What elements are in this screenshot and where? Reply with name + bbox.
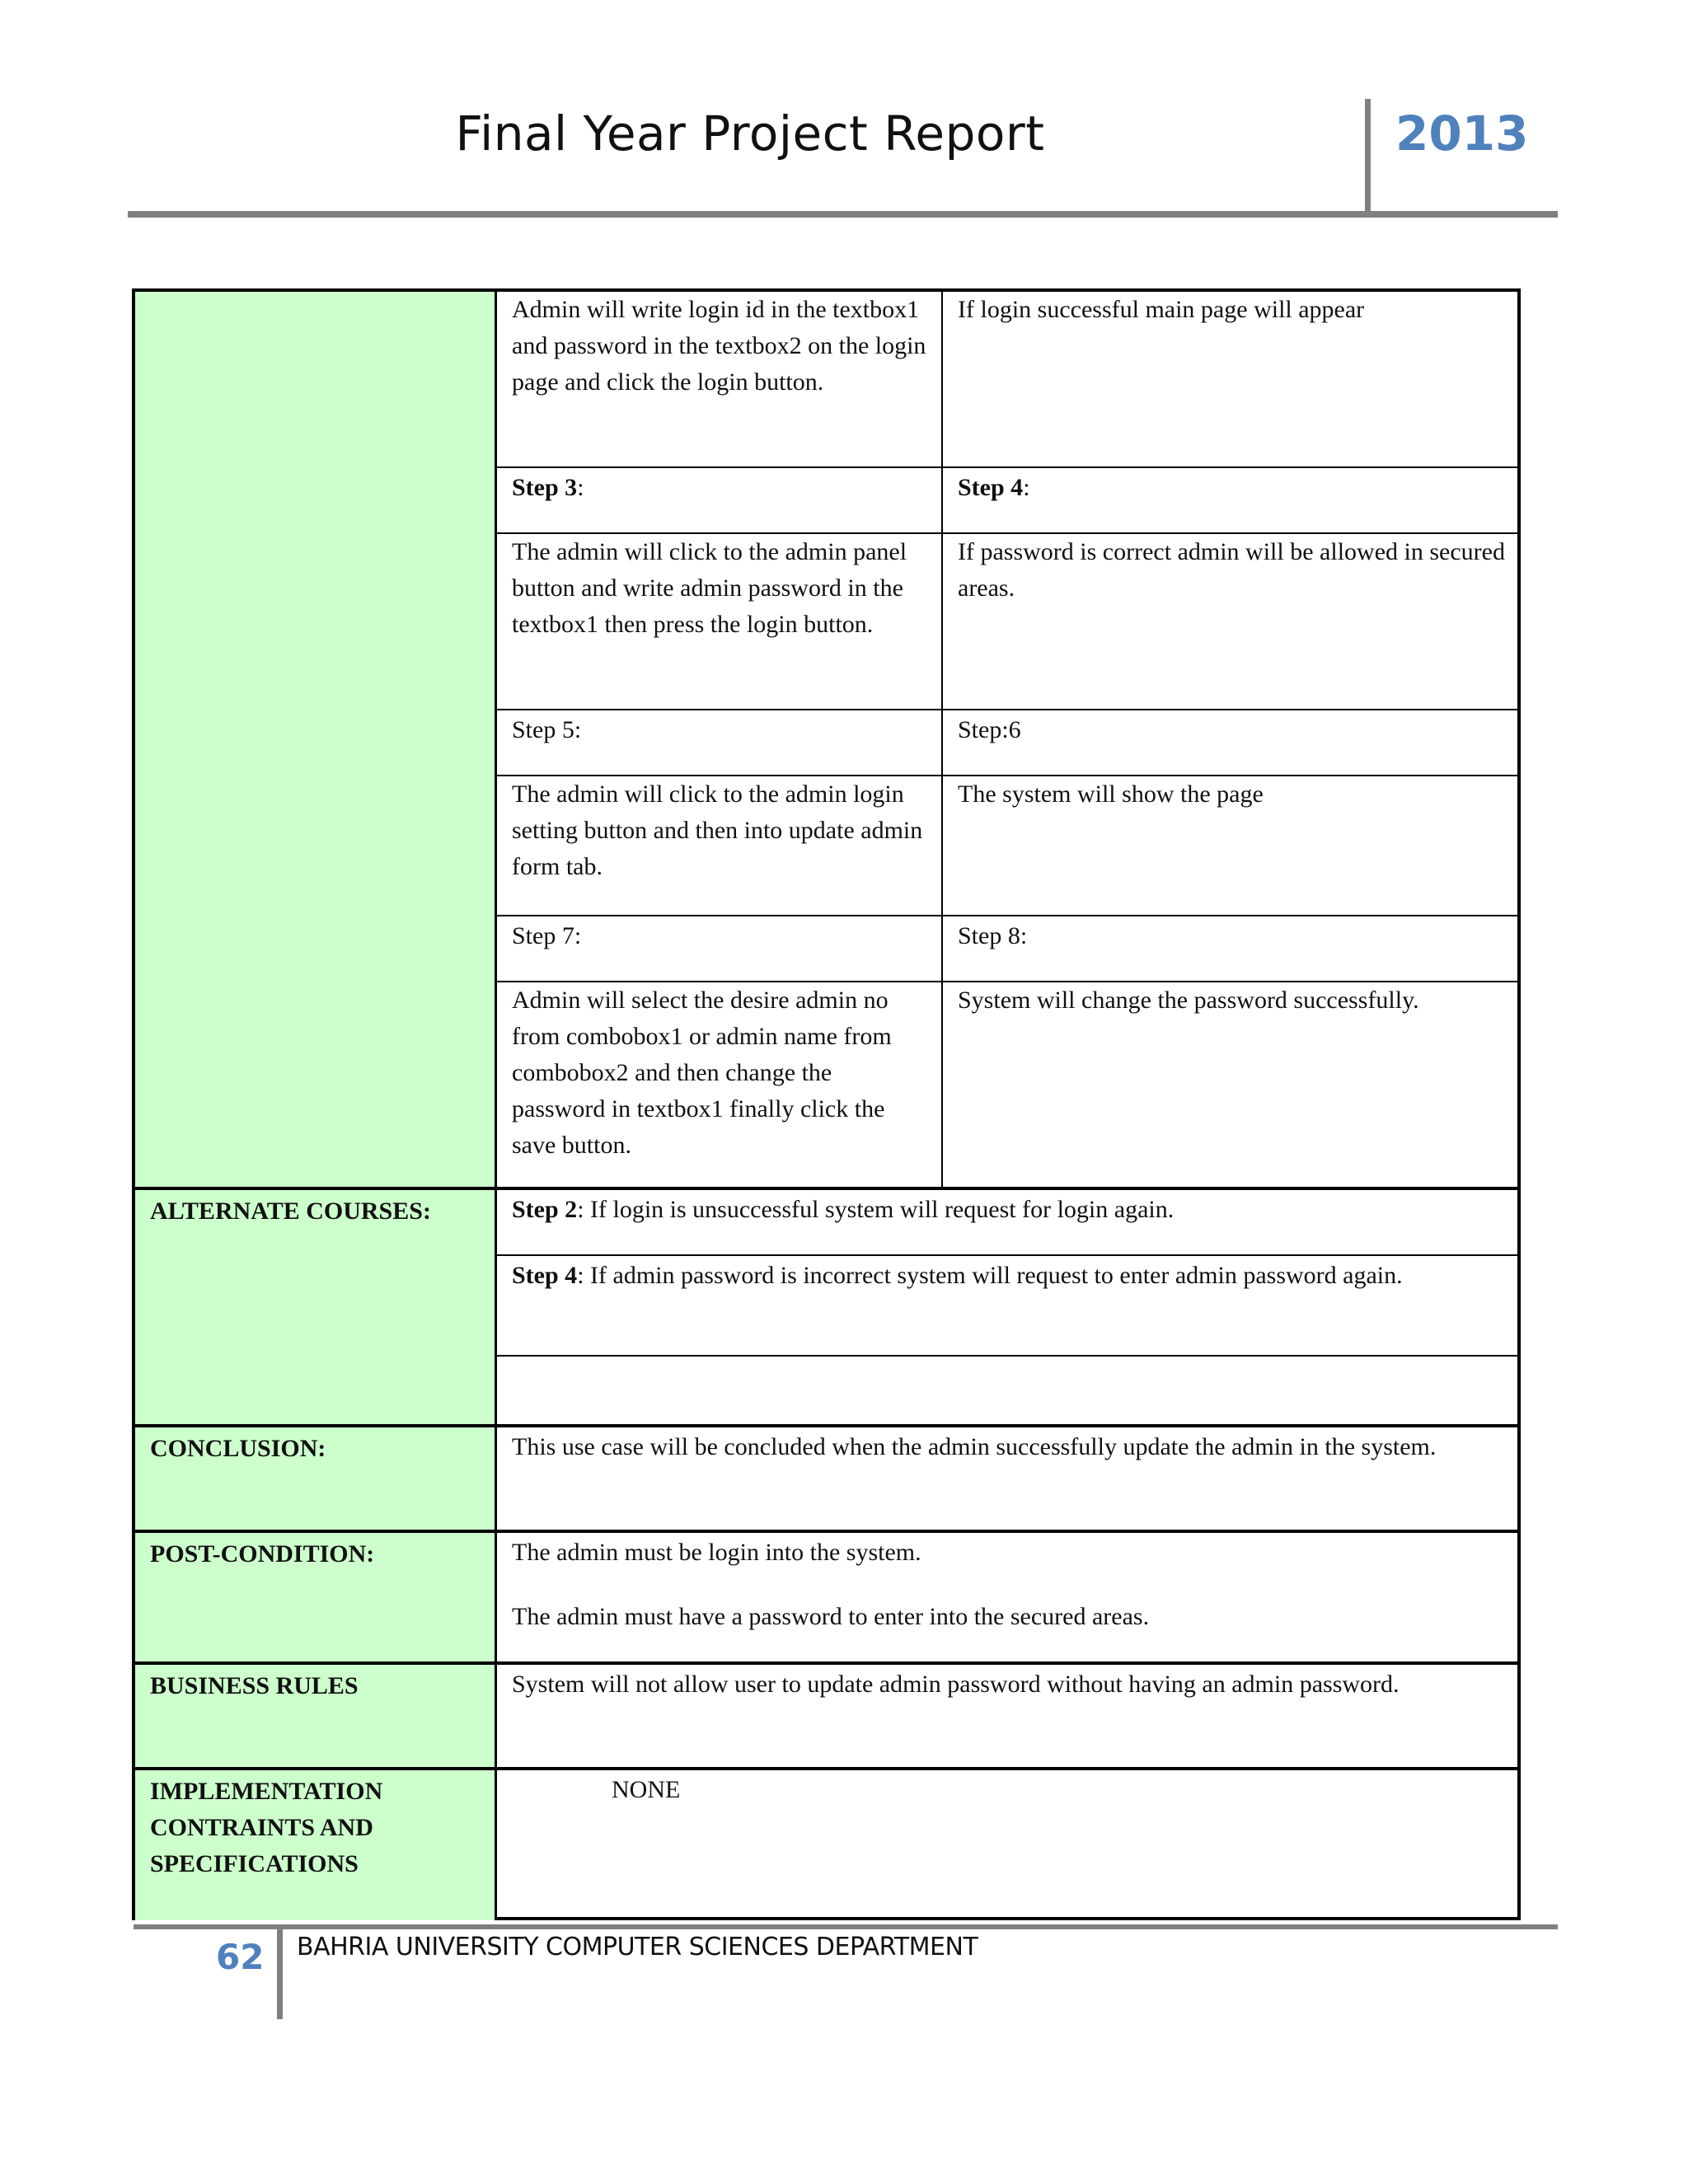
footer-divider bbox=[277, 1924, 283, 2019]
alternate-course-1 bbox=[497, 1192, 1519, 1228]
section-divider bbox=[135, 1530, 1521, 1533]
post-condition-line-1: The admin must be login into the system. bbox=[512, 1539, 921, 1566]
page-header-title: Final Year Project Report bbox=[455, 105, 1045, 162]
business-rules-text: System will not allow user to update admin password without having an admin password. bbox=[512, 1671, 1400, 1698]
colon: : bbox=[577, 474, 584, 501]
section-divider bbox=[135, 1767, 1521, 1770]
business-rules-label: BUSINESS RULES bbox=[135, 1663, 495, 1769]
conclusion-text: This use case will be concluded when the admin successfully update the admin in the system. bbox=[512, 1433, 1437, 1460]
alt-step-label: Step 2 bbox=[512, 1196, 578, 1223]
implementation-text: NONE bbox=[612, 1776, 681, 1803]
step-2-text: If login successful main page will appear bbox=[958, 296, 1365, 323]
row-divider bbox=[495, 1254, 1521, 1256]
section-divider bbox=[135, 1187, 1521, 1190]
header-rule bbox=[128, 211, 1558, 218]
step-5-text: The admin will click to the admin login setting button and then into update admin form tab. bbox=[512, 780, 923, 880]
step-1-text: Admin will write login id in the textbox1 and password in the textbox2 on the login page and click the login button. bbox=[512, 296, 926, 396]
row-divider bbox=[495, 1355, 1521, 1357]
step-4-text: If password is correct admin will be allowed in secured areas. bbox=[958, 538, 1505, 602]
post-condition-line-2: The admin must have a password to enter into the secured areas. bbox=[512, 1603, 1150, 1630]
page-number: 62 bbox=[216, 1937, 265, 1977]
header-year: 2013 bbox=[1395, 105, 1529, 162]
step-8-heading: Step 8: bbox=[958, 922, 1028, 949]
step-5-heading: Step 5: bbox=[512, 716, 582, 743]
implementation-label: IMPLEMENTATION CONTRAINTS AND SPECIFICATIONS bbox=[135, 1769, 495, 1920]
step-3-heading bbox=[497, 470, 941, 506]
step-7-heading: Step 7: bbox=[512, 922, 582, 949]
section-divider bbox=[135, 1424, 1521, 1427]
section-divider bbox=[135, 1661, 1521, 1665]
alt-step-text: : If login is unsuccessful system will request for login again. bbox=[577, 1196, 1175, 1223]
step-6-text: The system will show the page bbox=[958, 780, 1264, 808]
step-4-heading bbox=[943, 470, 1520, 506]
use-case-table bbox=[132, 288, 1521, 1920]
step-7-text: Admin will select the desire admin no from combobox1 or admin name from combobox2 and then change the password in textbox1 finally click the save button. bbox=[512, 987, 892, 1159]
footer-department: BAHRIA UNIVERSITY COMPUTER SCIENCES DEPARTMENT bbox=[297, 1933, 978, 1961]
footer-rule bbox=[134, 1924, 1558, 1929]
step-6-heading: Step:6 bbox=[958, 716, 1021, 743]
step-4-label: Step 4 bbox=[958, 474, 1024, 501]
step-3-label: Step 3 bbox=[512, 474, 578, 501]
post-condition-label: POST-CONDITION: bbox=[135, 1531, 495, 1663]
colon: : bbox=[1023, 474, 1030, 501]
steps-label-cell bbox=[135, 292, 495, 1188]
header-divider bbox=[1365, 99, 1371, 214]
step-8-text: System will change the password successfully. bbox=[958, 987, 1419, 1014]
alternate-course-2 bbox=[497, 1258, 1519, 1294]
alt-step-text: : If admin password is incorrect system will request to enter admin password again. bbox=[577, 1262, 1403, 1289]
conclusion-label: CONCLUSION: bbox=[135, 1426, 495, 1531]
row-divider bbox=[495, 915, 1521, 916]
row-divider bbox=[495, 466, 1521, 468]
step-3-text: The admin will click to the admin panel button and write admin password in the textbox1 then press the login button. bbox=[512, 538, 907, 638]
row-divider bbox=[495, 709, 1521, 710]
alt-step-label: Step 4 bbox=[512, 1262, 578, 1289]
alternate-courses-label: ALTERNATE COURSES: bbox=[135, 1188, 495, 1426]
